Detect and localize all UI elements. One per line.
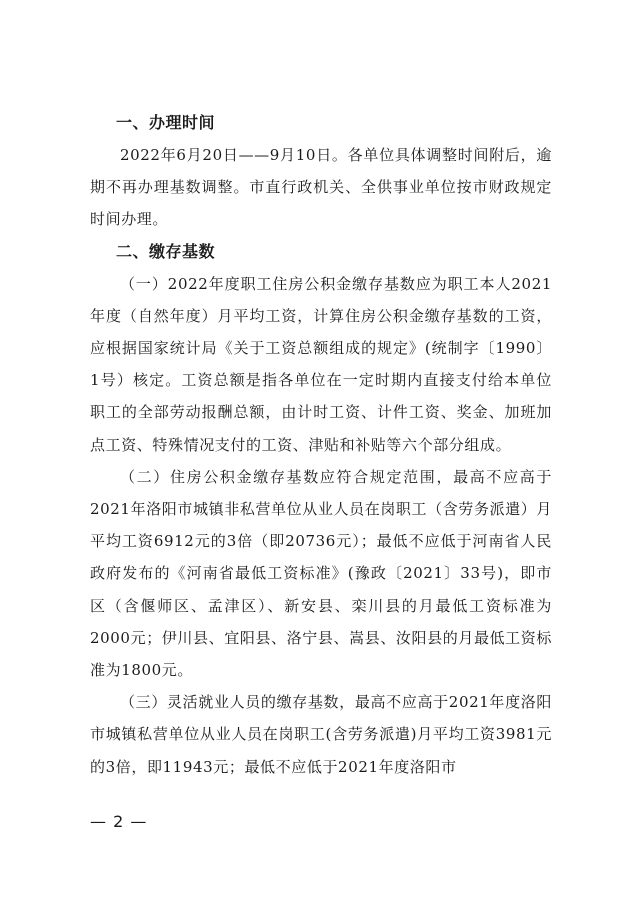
section-heading-base: 二、缴存基数 xyxy=(116,241,216,261)
document-body xyxy=(90,107,552,783)
paragraph-base-3: （三）灵活就业人员的缴存基数，最高不应高于2021年度洛阳市城镇私营单位从业人员在岗职工(含劳务派遣)月平均工资3981元的3倍，即11943元；最低不应低于2021年度洛阳市 xyxy=(90,693,552,776)
paragraph-time: 2022年6月20日——9月10日。各单位具体调整时间附后，逾期不再办理基数调整。市直行政机关、全供事业单位按市财政规定时间办理。 xyxy=(90,146,552,229)
page-number: — 2 — xyxy=(90,812,148,831)
section-heading-time: 一、办理时间 xyxy=(116,113,216,132)
paragraph-base-1: （一）2022年度职工住房公积金缴存基数应为职工本人2021年度（自然年度）月平均工资，计算住房公积金缴存基数的工资，应根据国家统计局《关于工资总额组成的规定》(统制字〔1990〕1号）核定。工资总额是指各单位在一定时期内直接支付给本单位职工的全部劳动报酬总额，由计时工资、计件工资、奖金、加班加点工资、特殊情况支付的工资、津贴和补贴等六个部分组成。 xyxy=(90,274,552,454)
paragraph-base-2: （二）住房公积金缴存基数应符合规定范围，最高不应高于2021年洛阳市城镇非私营单位从业人员在岗职工（含劳务派遣）月平均工资6912元的3倍（即20736元）；最低不应低于河南省人民政府发布的《河南省最低工资标准》(豫政〔2021〕33号)，即市区（含偃师区、孟津区）、新安县、栾川县的月最低工资标准为2000元；伊川县、宜阳县、洛宁县、嵩县、汝阳县的月最低工资标准为1800元。 xyxy=(90,467,552,680)
